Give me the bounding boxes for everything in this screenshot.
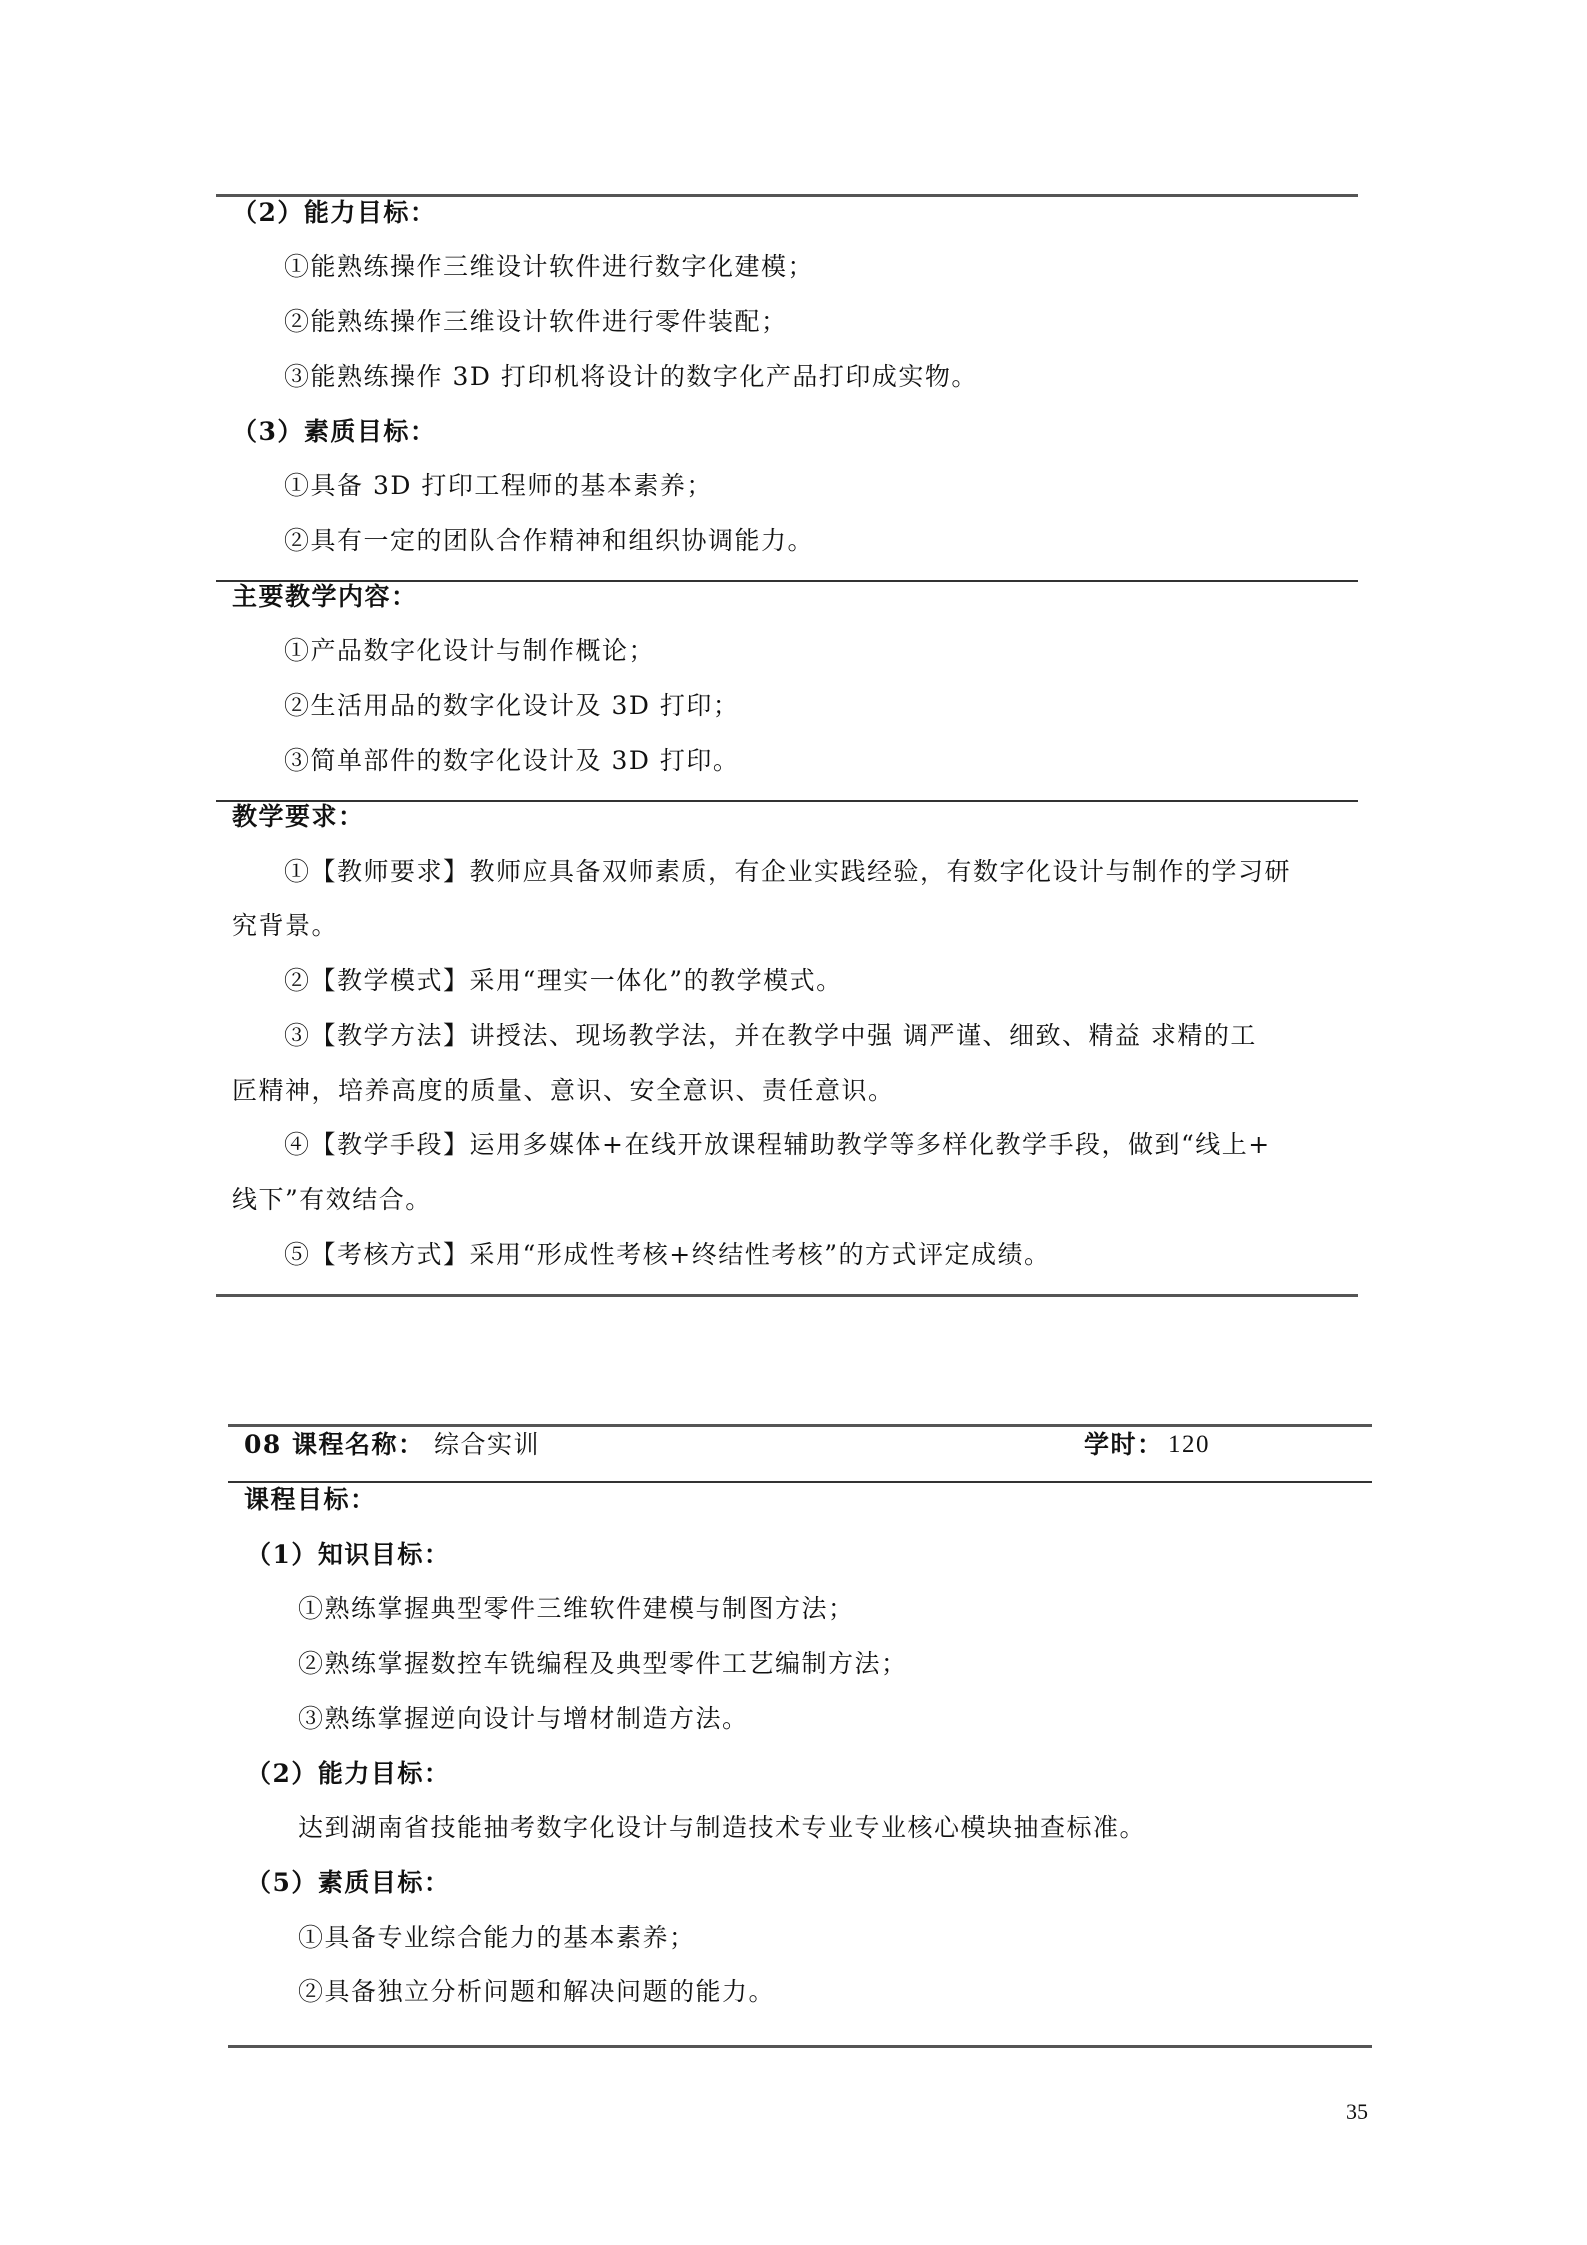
requirements-heading: 教学要求： [232, 802, 365, 831]
knowledge-item: ①熟练掌握典型零件三维软件建模与制图方法； [298, 1594, 855, 1623]
requirements-line: ②【教学模式】采用“理实一体化”的教学模式。 [284, 966, 843, 995]
quality-item-2: ②具备独立分析问题和解决问题的能力。 [298, 1977, 776, 2006]
requirements-line: 匠精神，培养高度的质量、意识、安全意识、责任意识。 [232, 1076, 895, 1105]
quality-heading-2: （5）素质目标： [246, 1868, 451, 1897]
content-item: ①产品数字化设计与制作概论； [284, 636, 656, 665]
ability-text: 达到湖南省技能抽考数字化设计与制造技术专业专业核心模块抽查标准。 [298, 1813, 1147, 1842]
content-item: ③简单部件的数字化设计及 3D 打印。 [284, 746, 740, 775]
requirements-line: ③【教学方法】讲授法、现场教学法，并在教学中强 调严谨、细致、精益 求精的工 [284, 1021, 1257, 1050]
objectives-heading: 课程目标： [244, 1485, 377, 1514]
ability-heading: （2）能力目标： [232, 198, 437, 227]
hours-label: 学时： [1084, 1430, 1164, 1459]
course-header-divider [228, 1481, 1372, 1483]
hours-value: 120 [1168, 1431, 1210, 1458]
quality-item: ②具有一定的团队合作精神和组织协调能力。 [284, 526, 815, 555]
requirements-line: ①【教师要求】教师应具备双师素质，有企业实践经验，有数字化设计与制作的学习研 [284, 857, 1292, 886]
ability-heading-2: （2）能力目标： [246, 1759, 451, 1788]
section2-bottom-rule [228, 2045, 1372, 2048]
section2-top-rule [228, 1424, 1372, 1427]
ability-item: ③能熟练操作 3D 打印机将设计的数字化产品打印成实物。 [284, 362, 978, 391]
quality-heading: （3）素质目标： [232, 417, 437, 446]
content-heading: 主要教学内容： [232, 582, 418, 611]
knowledge-item: ②熟练掌握数控车铣编程及典型零件工艺编制方法； [298, 1649, 908, 1678]
ability-item: ①能熟练操作三维设计软件进行数字化建模； [284, 252, 815, 281]
requirements-line: 究背景。 [232, 911, 339, 940]
knowledge-heading: （1）知识目标： [246, 1540, 451, 1569]
page-number: 35 [1346, 2099, 1368, 2124]
ability-item: ②能熟练操作三维设计软件进行零件装配； [284, 307, 788, 336]
requirements-line: 线下”有效结合。 [232, 1185, 432, 1214]
section1-top-rule [216, 194, 1358, 197]
quality-item: ①具备 3D 打印工程师的基本素养； [284, 471, 713, 500]
quality-item-2: ①具备专业综合能力的基本素养； [298, 1923, 696, 1952]
course-label: 08 课程名称： [244, 1430, 425, 1459]
requirements-line: ④【教学手段】运用多媒体+在线开放课程辅助教学等多样化教学手段，做到“线上+ [284, 1130, 1271, 1159]
section1-bottom-rule [216, 1294, 1358, 1297]
course-name: 综合实训 [434, 1430, 541, 1459]
requirements-divider [216, 800, 1358, 802]
knowledge-item: ③熟练掌握逆向设计与增材制造方法。 [298, 1704, 749, 1733]
requirements-line: ⑤【考核方式】采用“形成性考核+终结性考核”的方式评定成绩。 [284, 1240, 1051, 1269]
content-item: ②生活用品的数字化设计及 3D 打印； [284, 691, 740, 720]
